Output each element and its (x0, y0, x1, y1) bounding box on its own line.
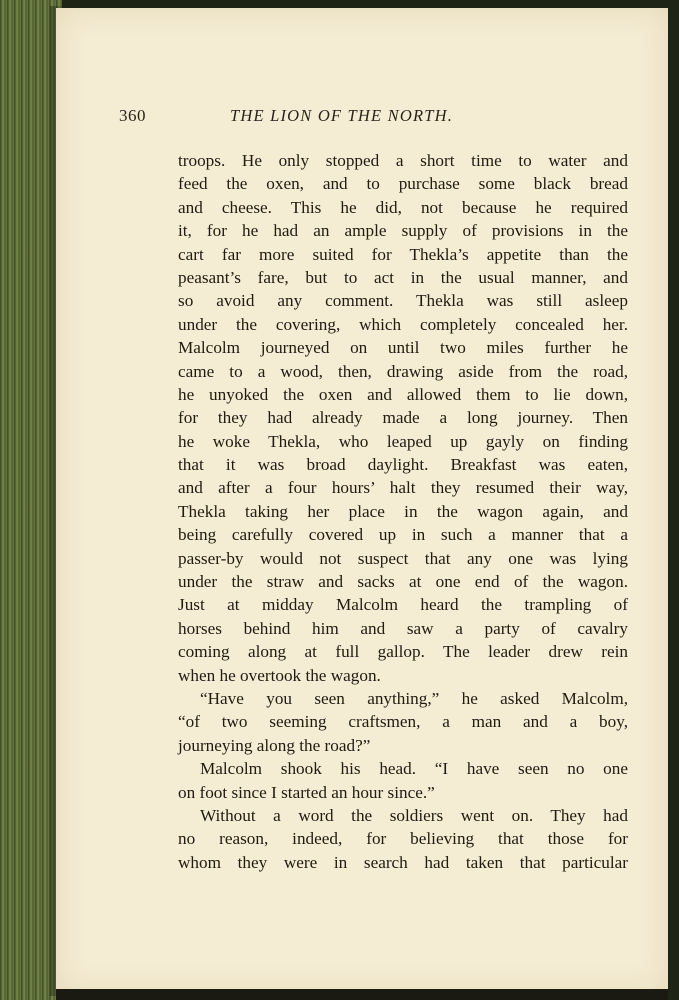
text-line: Without a word the soldiers went on. They had (200, 805, 628, 825)
text-line: passer-by would not suspect that any one was lying (178, 548, 628, 568)
text-line: it, for he had an ample supply of provisions in the (178, 221, 628, 241)
body-text (178, 149, 628, 874)
text-line: journeying along the road?” (178, 735, 371, 755)
text-line: when he overtook the wagon. (178, 665, 381, 685)
text-line: came to a wood, then, drawing aside from the road, (178, 361, 628, 381)
text-line: whom they were in search had taken that particular (178, 852, 628, 872)
text-line: under the straw and sacks at one end of the wagon. (178, 572, 628, 592)
text-line: Malcolm shook his head. “I have seen no one (200, 759, 628, 779)
text-line: and after a four hours’ halt they resumed their way, (178, 478, 628, 498)
page-bottom-edge (56, 989, 668, 1000)
text-line: Thekla taking her place in the wagon again, and (178, 501, 628, 521)
text-line: he unyoked the oxen and allowed them to lie down, (178, 384, 628, 404)
text-line: on foot since I started an hour since.” (178, 782, 435, 802)
text-line: horses behind him and saw a party of cavalry (178, 618, 628, 638)
text-line: peasant’s fare, but to act in the usual manner, and (178, 267, 628, 287)
text-line: so avoid any comment. Thekla was still asleep (178, 291, 628, 311)
text-line: “Have you seen anything,” he asked Malcolm, (200, 688, 628, 708)
text-line: “of two seeming craftsmen, a man and a boy, (178, 712, 628, 732)
page-header (119, 104, 539, 130)
text-line: troops. He only stopped a short time to water and (178, 151, 628, 170)
text-line: under the covering, which completely concealed her. (178, 314, 628, 334)
text-line: feed the oxen, and to purchase some black bread (178, 174, 628, 194)
text-line: for they had already made a long journey. Then (178, 408, 628, 428)
text-line: Just at midday Malcolm heard the trampling of (178, 595, 628, 615)
text-line: no reason, indeed, for believing that those for (178, 829, 628, 849)
text-line: and cheese. This he did, not because he required (178, 197, 628, 217)
running-title: THE LION OF THE NORTH. (230, 106, 454, 125)
text-line: that it was broad daylight. Breakfast was eaten, (178, 455, 628, 475)
text-line: he woke Thekla, who leaped up gayly on finding (178, 431, 628, 451)
page-number: 360 (119, 106, 146, 125)
text-line: Malcolm journeyed on until two miles further he (178, 338, 628, 358)
text-line: being carefully covered up in such a manner that a (178, 525, 628, 545)
text-line: cart far more suited for Thekla’s appetite than the (178, 244, 628, 264)
text-line: coming along at full gallop. The leader drew rein (178, 642, 628, 662)
